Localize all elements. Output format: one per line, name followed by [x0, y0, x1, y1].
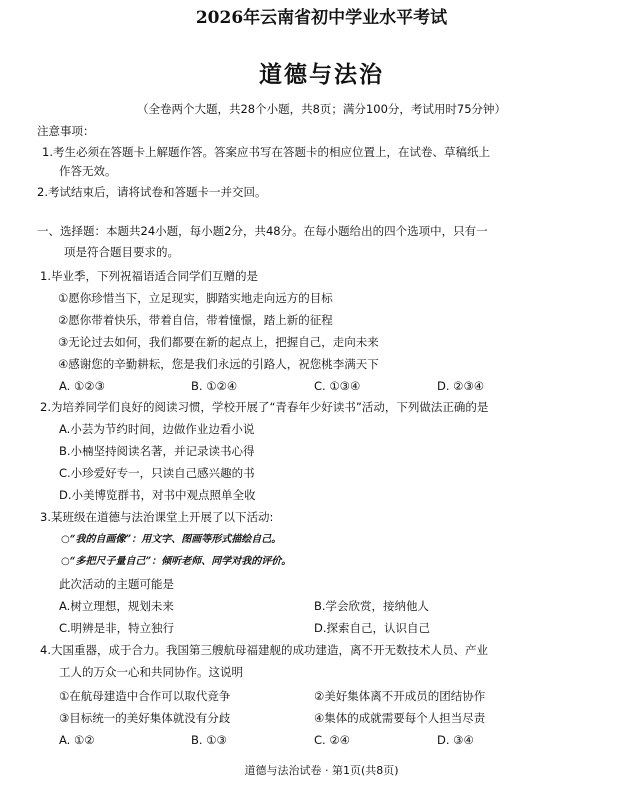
notes-item-1-line-2: 作答无效。	[59, 164, 117, 178]
question-2-option-b: B.小楠坚持阅读名著，并记录读书心得	[59, 444, 255, 458]
question-4-item: ①在航母建造中合作可以取代竞争	[59, 689, 231, 703]
question-4-stem-line-2: 工人的万众一心和共同协作。这说明	[59, 665, 243, 679]
question-4-option-d: D. ③④	[437, 733, 474, 747]
question-1-item: ④感谢您的辛勤耕耘，您是我们永远的引路人，祝您桃李满天下	[58, 357, 379, 371]
question-2-option-d: D.小美博览群书，对书中观点照单全收	[59, 488, 256, 502]
subject-title: 道德与法治	[259, 61, 384, 88]
question-4-item: ③目标统一的美好集体就没有分歧	[59, 711, 231, 725]
exam-info: （全卷两个大题，共28个小题，共8页；满分100分，考试用时75分钟）	[136, 102, 507, 116]
question-4-option-c: C. ②④	[314, 733, 350, 747]
question-1-option-a: A. ①②③	[59, 379, 105, 393]
question-1-item: ①愿你珍惜当下，立足现实，脚踏实地走向远方的目标	[58, 291, 333, 305]
notes-heading: 注意事项：	[37, 124, 95, 138]
question-4-item: ④集体的成就需要每个人担当尽责	[314, 711, 486, 725]
question-3-activity-1: ○“我的自画像”：用文字、图画等形式描绘自己。	[61, 534, 282, 545]
question-3-activity-2: ○“多把尺子量自己”：倾听老师、同学对我的评价。	[61, 556, 292, 567]
question-1-option-c: C. ①③④	[314, 379, 361, 393]
exam-title: 2026年云南省初中学业水平考试	[195, 8, 448, 28]
question-2-option-a: A.小芸为节约时间，边做作业边看小说	[59, 422, 255, 436]
question-1-item: ③无论过去如何，我们都要在新的起点上，把握自己，走向未来	[58, 335, 379, 349]
page-footer: 道德与法治试卷 · 第1页(共8页)	[244, 764, 399, 777]
question-3-option-c: C.明辨是非，特立独行	[59, 621, 175, 635]
section-heading-line-1: 一、选择题：本题共24小题，每小题2分，共48分。在每小题给出的四个选项中，只有一	[37, 224, 488, 238]
question-4-option-a: A. ①②	[59, 733, 95, 747]
question-1-option-d: D. ②③④	[437, 379, 485, 393]
question-4-option-b: B. ①③	[191, 733, 227, 747]
question-2-stem: 2.为培养同学们良好的阅读习惯，学校开展了“青春年少好读书”活动，下列做法正确的是	[40, 400, 489, 414]
question-1-stem: 1.毕业季，下列祝福语适合同学们互赠的是	[40, 269, 258, 283]
question-1-option-b: B. ①②④	[191, 379, 238, 393]
question-3-question: 此次活动的主题可能是	[59, 577, 174, 591]
question-3-option-b: B.学会欣赏，接纳他人	[314, 599, 430, 613]
question-3-option-d: D.探索自己，认识自己	[314, 621, 431, 635]
question-3-option-a: A.树立理想，规划未来	[59, 599, 174, 613]
notes-item-2: 2.考试结束后，请将试卷和答题卡一并交回。	[37, 185, 267, 199]
question-4-stem-line-1: 4.大国重器，成于合力。我国第三艘航母福建舰的成功建造，离不开无数技术人员、产业	[40, 643, 488, 657]
notes-item-1-line-1: 1.考生必须在答题卡上解题作答。答案应书写在答题卡的相应位置上，在试卷、草稿纸上	[42, 145, 490, 159]
question-4-item: ②美好集体离不开成员的团结协作	[314, 689, 486, 703]
question-3-stem: 3.某班级在道德与法治课堂上开展了以下活动:	[40, 510, 274, 524]
question-1-item: ②愿你带着快乐，带着自信，带着憧憬，踏上新的征程	[58, 313, 333, 327]
section-heading-line-2: 项是符合题目要求的。	[64, 245, 179, 259]
question-2-option-c: C.小珍爱好专一，只读自己感兴趣的书	[59, 466, 255, 480]
